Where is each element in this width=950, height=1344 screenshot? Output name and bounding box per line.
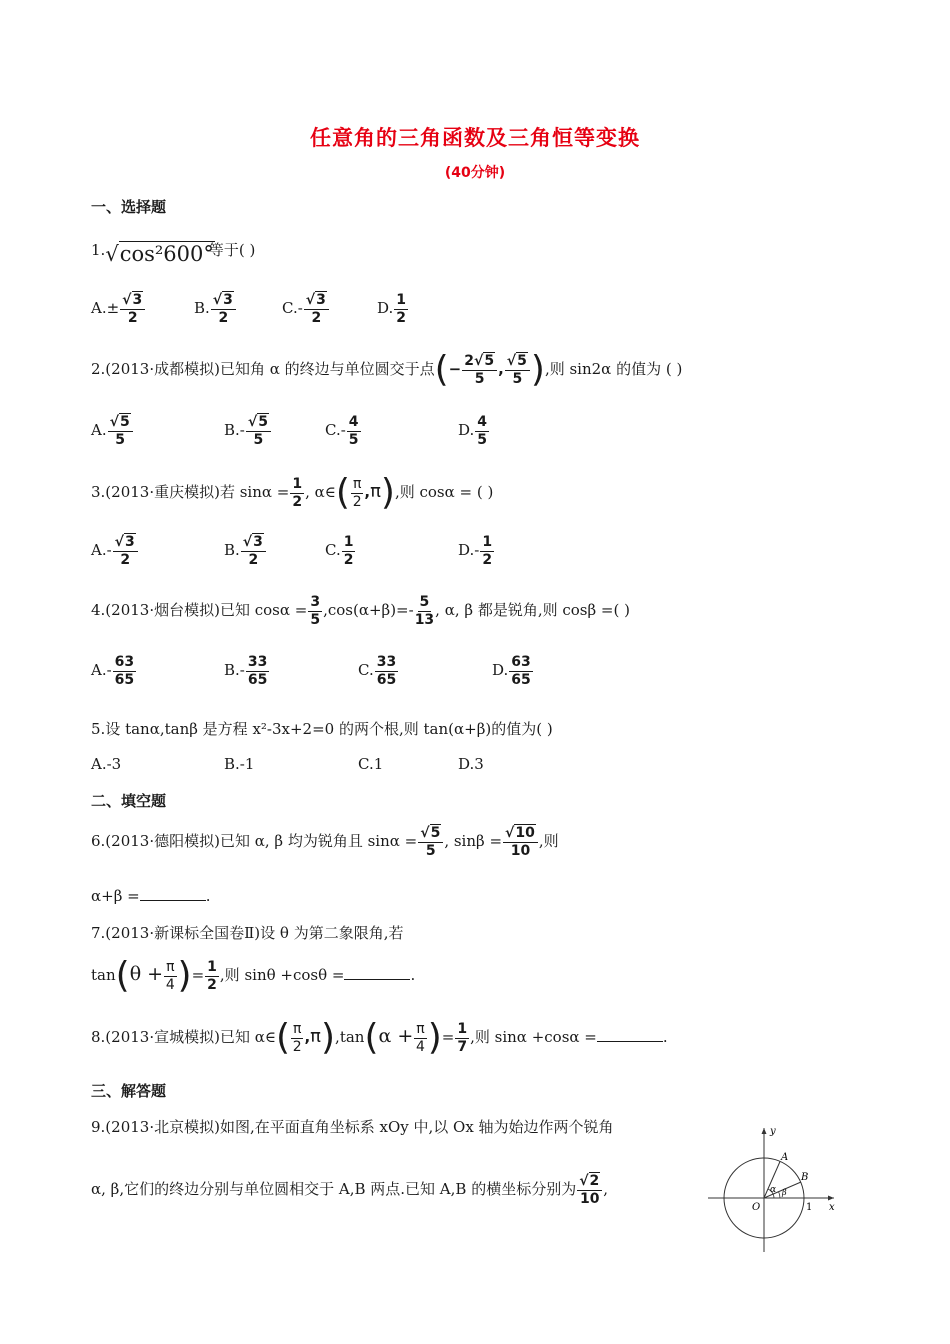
fraction: $\frac{√5}{5}$ xyxy=(246,415,271,447)
q3-option-b: B. $\frac{√3}{2}$ xyxy=(224,535,267,567)
unit-circle-figure xyxy=(700,1120,850,1255)
beta-label: β xyxy=(782,1188,787,1197)
question-7: 7.(2013·新课标全国卷Ⅱ)设 θ 为第二象限角,若 xyxy=(91,924,404,942)
question-2: 2.(2013·成都模拟)已知角 α 的终边与单位圆交于点(− $\frac{2√5}{5}$ , $\frac{√5}{5}$ ),则 sin2α 的值为 ( ) xyxy=(91,349,683,390)
fraction: $\frac{3}{5}$ xyxy=(310,594,321,628)
q1-option-a: A.± $\frac{√3}{2}$ xyxy=(91,293,146,325)
fraction: $\frac{√3}{2}$ xyxy=(113,535,138,567)
fraction: $\frac{33}{65}$ xyxy=(376,654,397,688)
fraction: $\frac{5}{13}$ xyxy=(414,594,435,628)
fraction: $\frac{1}{7}$ xyxy=(457,1020,468,1055)
fraction: $\frac{1}{2}$ xyxy=(343,534,354,568)
alpha-label: α xyxy=(770,1185,777,1195)
fraction: $\frac{1}{2}$ xyxy=(396,292,407,326)
q5-option-b: B.-1 xyxy=(224,755,255,773)
q1-option-d: D. $\frac{1}{2}$ xyxy=(377,292,407,326)
question-4: 4.(2013·烟台模拟)已知 cosα = $\frac{3}{5}$ ,cos(α+β)=- $\frac{5}{13}$ , α, β 都是锐角,则 cosβ =( ) xyxy=(91,594,630,628)
question-text: 等于( ) xyxy=(208,241,256,259)
question-number: 1. xyxy=(91,241,106,259)
question-5: 5.设 tanα,tanβ 是方程 x²-3x+2=0 的两个根,则 tan(α+β)的值为( ) xyxy=(91,720,553,738)
q2-option-b: B.- $\frac{√5}{5}$ xyxy=(224,415,272,447)
q1-option-c: C.- $\frac{√3}{2}$ xyxy=(282,293,330,325)
section-heading-choice: 一、选择题 xyxy=(91,198,167,216)
q5-option-a: A.-3 xyxy=(91,755,122,773)
fraction: $\frac{√3}{2}$ xyxy=(241,535,266,567)
fraction: $\frac{\pi}{4}$ xyxy=(165,958,175,993)
fraction: $\frac{63}{65}$ xyxy=(511,654,531,688)
point-b-label: B xyxy=(801,1172,809,1183)
q3-option-a: A.- $\frac{√3}{2}$ xyxy=(91,535,139,567)
y-axis-arrow xyxy=(762,1128,767,1134)
question-7-expression: tan(θ + $\frac{\pi}{4}$ )= $\frac{1}{2}$ ,则 sinθ +cosθ = . xyxy=(91,955,416,996)
q4-option-d: D. $\frac{63}{65}$ xyxy=(492,654,531,688)
page-subtitle: (40分钟) xyxy=(444,165,506,181)
x-axis-arrow xyxy=(828,1196,834,1201)
q1-option-b: B. $\frac{√3}{2}$ xyxy=(194,293,237,325)
fraction: $\frac{1}{2}$ xyxy=(207,958,217,993)
q5-option-c: C.1 xyxy=(358,755,384,773)
q4-option-a: A.- $\frac{63}{65}$ xyxy=(91,654,135,688)
q5-option-d: D.3 xyxy=(458,755,484,773)
question-9-line-2: α, β,它们的终边分别与单位圆相交于 A,B 两点.已知 A,B 的横坐标分别为 $\frac{√2}{10}$ , xyxy=(91,1173,609,1207)
fraction: $\frac{\pi}{4}$ xyxy=(416,1020,425,1055)
fraction: $\frac{√5}{5}$ xyxy=(418,826,443,858)
fraction: $\frac{\pi}{2}$ xyxy=(292,1020,302,1055)
fraction: $\frac{4}{5}$ xyxy=(477,414,488,448)
fraction: $\frac{√5}{5}$ xyxy=(108,415,133,447)
q2-option-c: C.- $\frac{4}{5}$ xyxy=(325,414,359,448)
answer-blank[interactable] xyxy=(344,967,410,980)
radical-expression: √cos²600° xyxy=(105,242,214,266)
fraction: $\frac{33}{65}$ xyxy=(247,654,268,688)
origin-label: O xyxy=(752,1202,761,1213)
fraction: $\frac{√10}{10}$ xyxy=(503,826,538,858)
q4-option-c: C. $\frac{33}{65}$ xyxy=(358,654,397,688)
question-3: 3.(2013·重庆模拟)若 sinα = $\frac{1}{2}$ , α∈( $\frac{\pi}{2}$ ,π),则 cosα = ( ) xyxy=(91,472,494,513)
fraction: $\frac{1}{2}$ xyxy=(482,534,493,568)
page-title: 任意角的三角函数及三角恒等变换 xyxy=(310,126,640,150)
q3-option-c: C. $\frac{1}{2}$ xyxy=(325,534,354,568)
answer-blank[interactable] xyxy=(140,888,206,901)
fraction: $\frac{√3}{2}$ xyxy=(120,293,145,325)
q3-option-d: D.- $\frac{1}{2}$ xyxy=(458,534,493,568)
fraction: $\frac{\pi}{2}$ xyxy=(352,475,362,510)
fraction: $\frac{√5}{5}$ xyxy=(505,354,530,386)
question-9: 9.(2013·北京模拟)如图,在平面直角坐标系 xOy 中,以 Ox 轴为始边作两个锐角 xyxy=(91,1118,614,1136)
question-8: 8.(2013·宣城模拟)已知 α∈( $\frac{\pi}{2}$ ,π),tan(α + $\frac{\pi}{4}$ )= $\frac{1}{7}$ ,则 sinα +cosα = . xyxy=(91,1017,668,1058)
section-heading-solution: 三、解答题 xyxy=(91,1082,167,1100)
fraction: $\frac{4}{5}$ xyxy=(348,414,359,448)
fraction: $\frac{63}{65}$ xyxy=(114,654,135,688)
section-heading-fill: 二、填空题 xyxy=(91,792,167,810)
q2-option-a: A. $\frac{√5}{5}$ xyxy=(91,415,134,447)
q4-option-b: B.- $\frac{33}{65}$ xyxy=(224,654,268,688)
fraction: $\frac{1}{2}$ xyxy=(292,475,303,510)
q2-option-d: D. $\frac{4}{5}$ xyxy=(458,414,488,448)
y-label: y xyxy=(770,1126,776,1137)
question-1 xyxy=(91,236,261,266)
x-label: x xyxy=(829,1202,835,1213)
answer-blank[interactable] xyxy=(597,1029,663,1042)
fraction: $\frac{2√5}{5}$ xyxy=(462,354,497,386)
one-label: 1 xyxy=(806,1202,813,1213)
fraction: $\frac{√3}{2}$ xyxy=(211,293,236,325)
fraction: $\frac{√3}{2}$ xyxy=(304,293,329,325)
question-6: 6.(2013·德阳模拟)已知 α, β 均为锐角且 sinα = $\frac{√5}{5}$ , sinβ = $\frac{√10}{10}$ ,则 xyxy=(91,825,559,859)
angle-beta-arc xyxy=(779,1192,781,1199)
question-6-answer-line: α+β = . xyxy=(91,887,211,905)
fraction: $\frac{√2}{10}$ xyxy=(577,1174,602,1206)
point-a-label: A xyxy=(781,1152,789,1163)
